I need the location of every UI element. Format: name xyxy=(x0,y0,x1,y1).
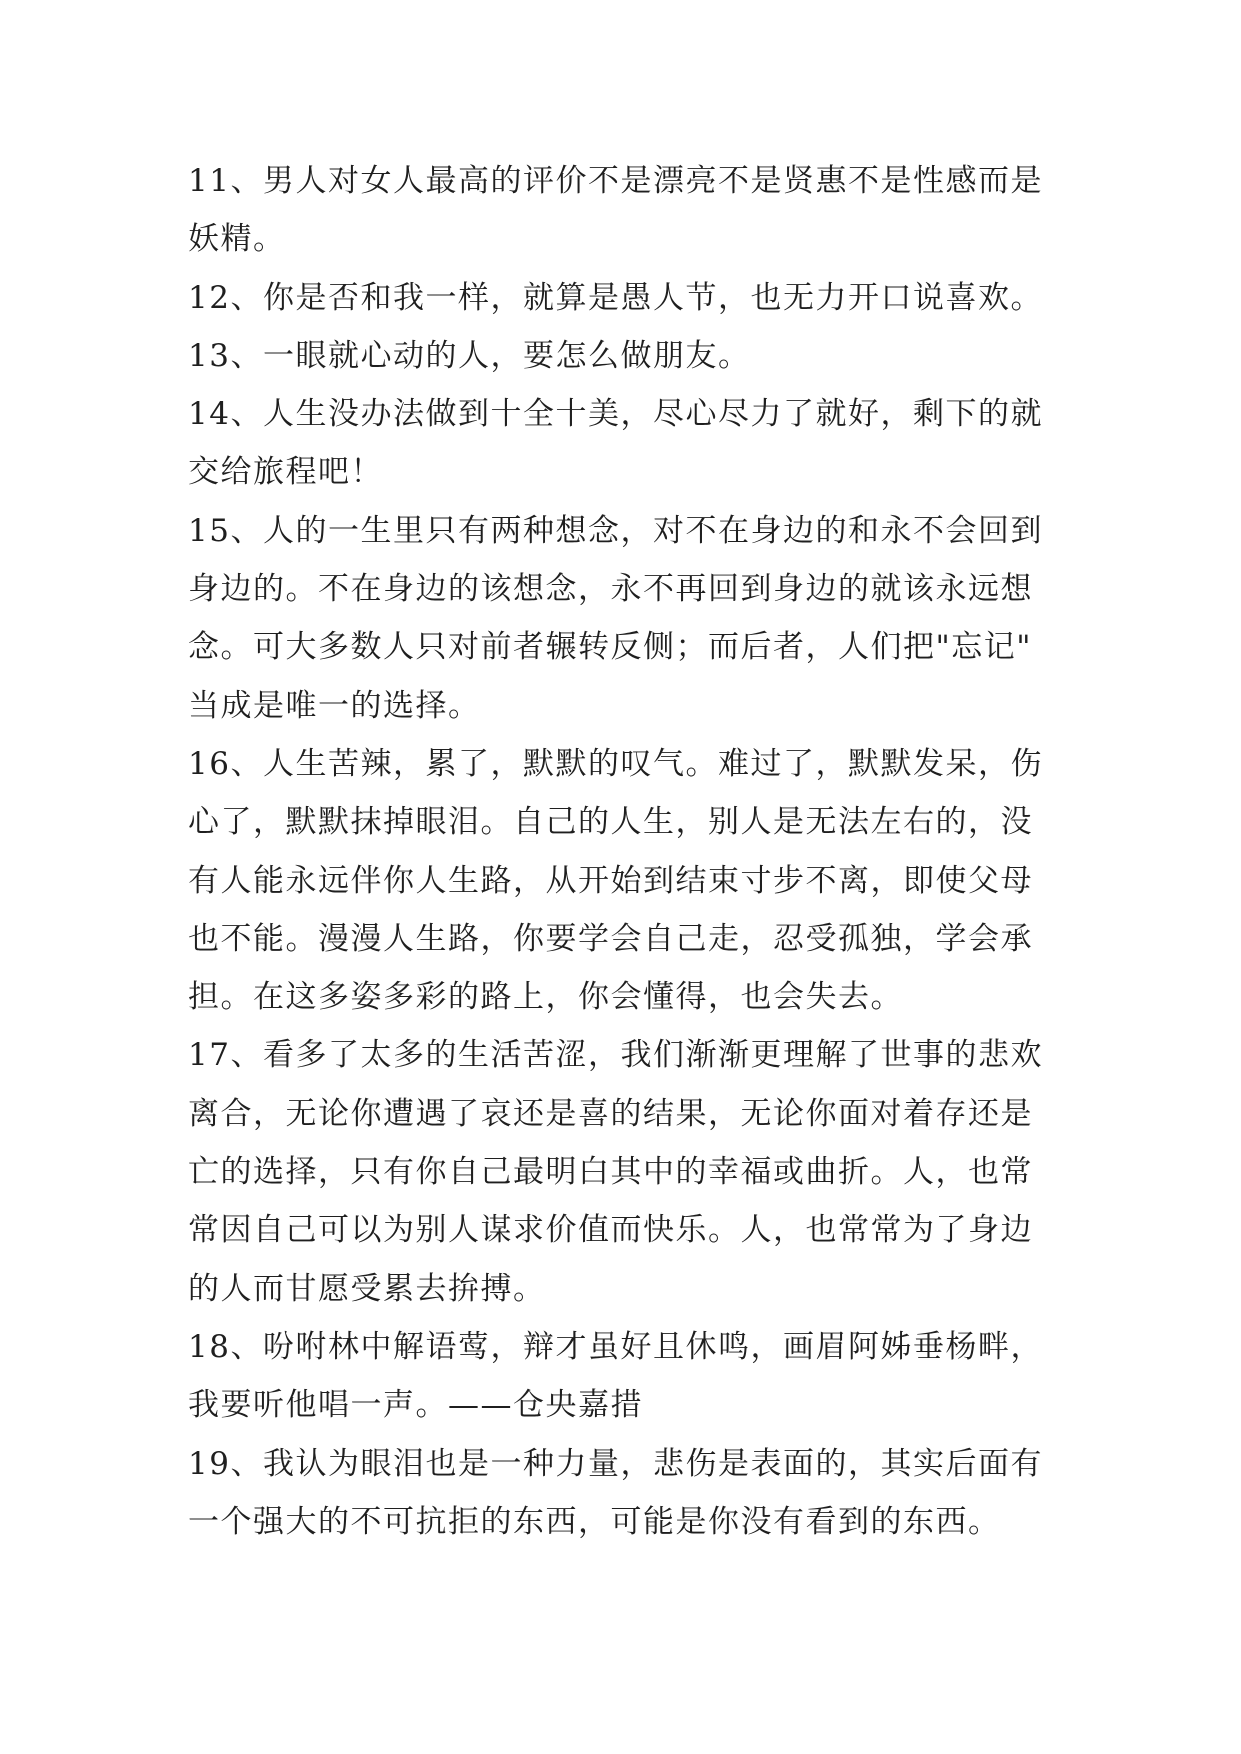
text-line: 一个强大的不可抗拒的东西，可能是你没有看到的东西。 xyxy=(188,1503,1001,1540)
text-line: 11、男人对女人最高的评价不是漂亮不是贤惠不是性感而是 xyxy=(188,163,1043,199)
text-line: 的人而甘愿受累去拚搏。 xyxy=(188,1270,546,1307)
text-line: 16、人生苦辣，累了，默默的叹气。难过了，默默发呆，伤 xyxy=(188,745,1043,782)
text-line: 12、你是否和我一样，就算是愚人节，也无力开口说喜欢。 xyxy=(188,279,1043,316)
text-line: 我要听他唱一声。——仓央嘉措 xyxy=(188,1387,643,1424)
text-line: 妖精。 xyxy=(188,221,286,258)
text-line: 15、人的一生里只有两种想念，对不在身边的和永不会回到 xyxy=(188,512,1043,549)
text-line: 14、人生没办法做到十全十美，尽心尽力了就好，剩下的就 xyxy=(188,396,1043,433)
text-line: 交给旅程吧！ xyxy=(188,454,383,491)
document-body xyxy=(188,152,1068,1551)
text-line: 18、吩咐林中解语莺，辩才虽好且休鸣，画眉阿姊垂杨畔， xyxy=(188,1328,1043,1365)
text-line: 亡的选择，只有你自己最明白其中的幸福或曲折。人，也常 xyxy=(188,1154,1033,1191)
text-line: 当成是唯一的选择。 xyxy=(188,687,481,724)
text-line: 身边的。不在身边的该想念，永不再回到身边的就该永远想 xyxy=(188,571,1033,608)
text-line: 常因自己可以为别人谋求价值而快乐。人，也常常为了身边 xyxy=(188,1212,1033,1249)
text-line: 19、我认为眼泪也是一种力量，悲伤是表面的，其实后面有 xyxy=(188,1445,1043,1482)
text-line: 念。可大多数人只对前者辗转反侧；而后者，人们把"忘记" xyxy=(188,629,1033,666)
text-line: 离合，无论你遭遇了哀还是喜的结果，无论你面对着存还是 xyxy=(188,1095,1033,1132)
text-line: 心了，默默抹掉眼泪。自己的人生，别人是无法左右的，没 xyxy=(188,804,1033,841)
text-line: 17、看多了太多的生活苦涩，我们渐渐更理解了世事的悲欢 xyxy=(188,1037,1043,1074)
text-line: 有人能永远伴你人生路，从开始到结束寸步不离，即使父母 xyxy=(188,862,1033,899)
text-line: 也不能。漫漫人生路，你要学会自己走，忍受孤独，学会承 xyxy=(188,920,1033,957)
text-line: 担。在这多姿多彩的路上，你会懂得，也会失去。 xyxy=(188,979,903,1016)
text-line: 13、一眼就心动的人，要怎么做朋友。 xyxy=(188,337,751,374)
